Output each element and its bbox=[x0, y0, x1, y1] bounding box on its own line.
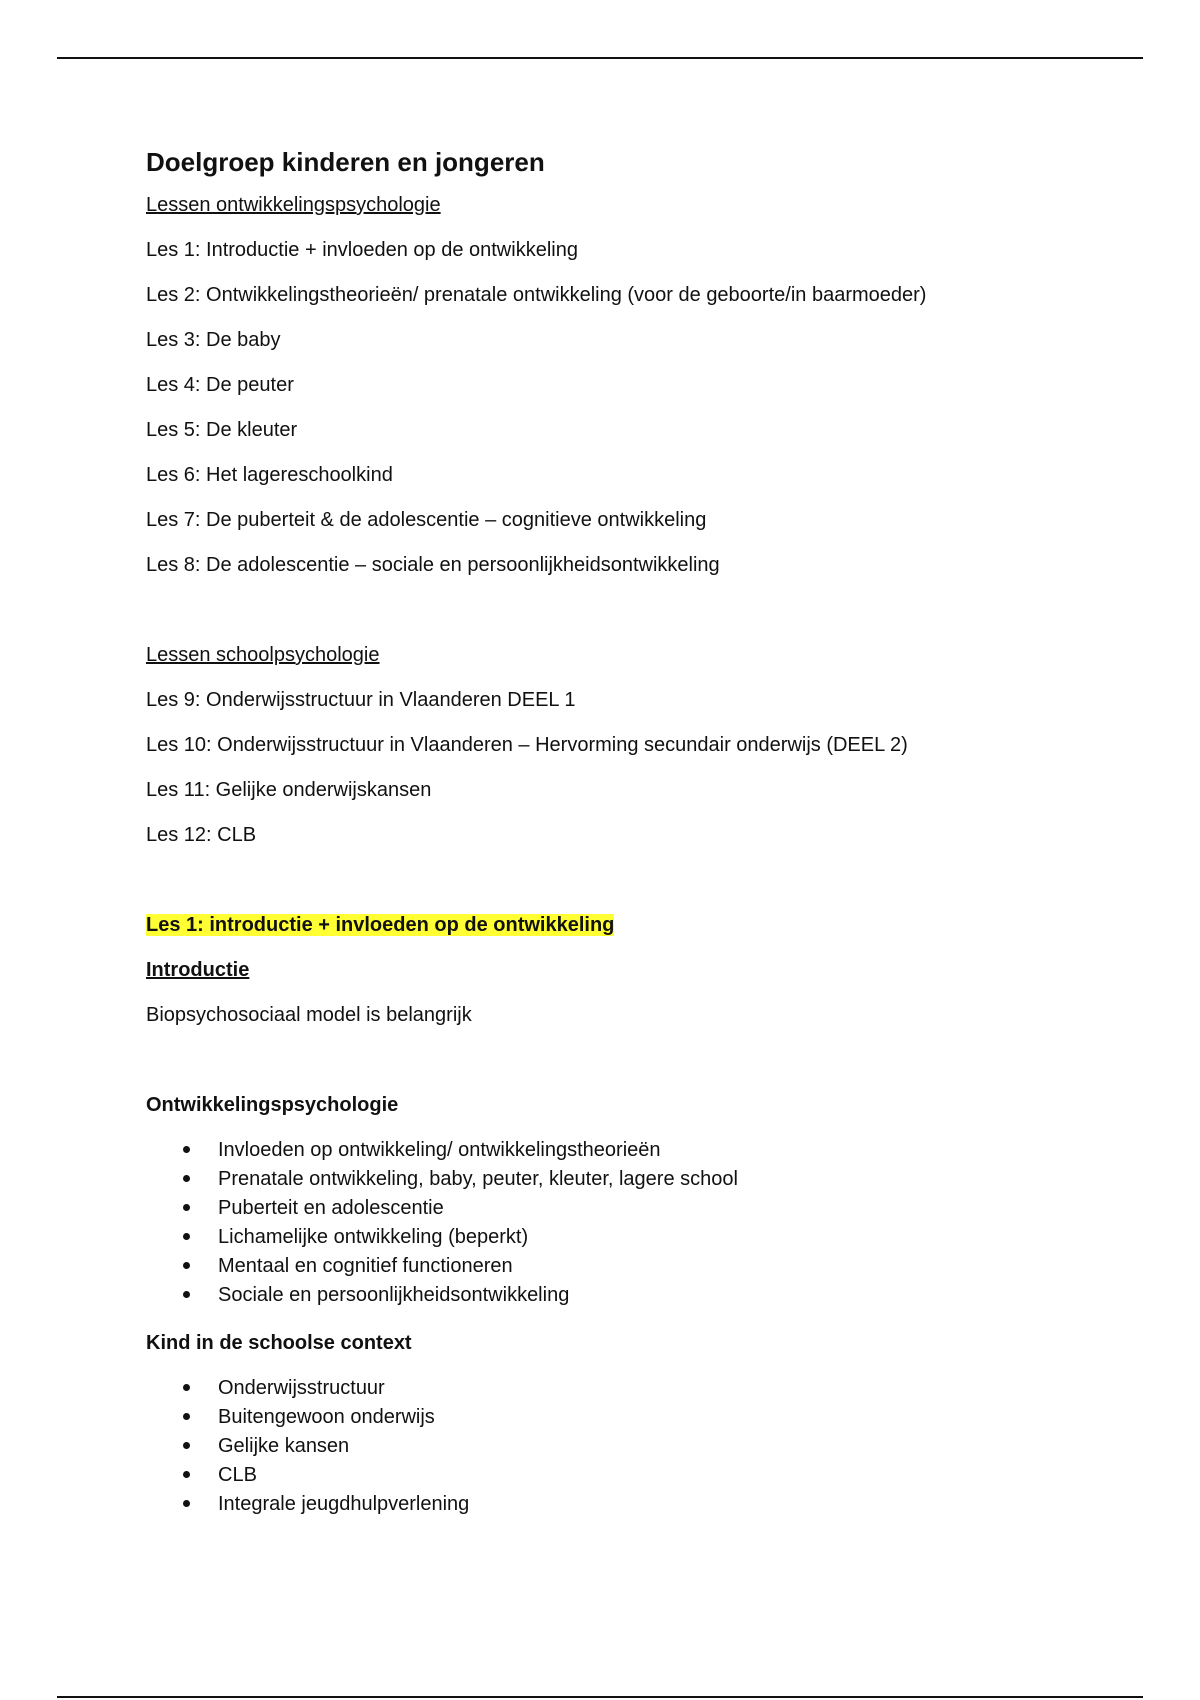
bullet-icon bbox=[183, 1204, 190, 1211]
list-item bbox=[146, 1462, 1106, 1491]
lesson-line: Les 5: De kleuter bbox=[146, 419, 298, 441]
bullet-icon bbox=[183, 1384, 190, 1391]
lesson-line: Les 9: Onderwijsstructuur in Vlaanderen DEEL 1 bbox=[146, 689, 576, 711]
list-item bbox=[146, 1253, 1106, 1282]
lesson-line: Les 3: De baby bbox=[146, 329, 281, 351]
header-rule bbox=[57, 57, 1143, 59]
ontwikkelingspsychologie-heading: Ontwikkelingspsychologie bbox=[146, 1094, 399, 1116]
list-item bbox=[146, 1282, 1106, 1311]
list-item bbox=[146, 1224, 1106, 1253]
lesson-line: Les 11: Gelijke onderwijskansen bbox=[146, 779, 432, 801]
list-item bbox=[146, 1375, 1106, 1404]
list-item-text: Integrale jeugdhulpverlening bbox=[218, 1493, 470, 1515]
list-item-text: Lichamelijke ontwikkeling (beperkt) bbox=[218, 1226, 529, 1248]
introductie-heading: Introductie bbox=[146, 959, 250, 981]
lesson-line: Les 4: De peuter bbox=[146, 374, 294, 396]
list-item-text: Buitengewoon onderwijs bbox=[218, 1406, 435, 1428]
lesson-line: Les 6: Het lagereschoolkind bbox=[146, 464, 393, 486]
schoolse-context-list bbox=[146, 1375, 1106, 1520]
lesson-line: Les 7: De puberteit & de adolescentie – cognitieve ontwikkeling bbox=[146, 509, 707, 531]
blank-line bbox=[146, 867, 1106, 912]
blank-line bbox=[146, 1047, 1106, 1092]
list-item-text: Invloeden op ontwikkeling/ ontwikkelingstheorieën bbox=[218, 1139, 661, 1161]
schoolse-context-heading: Kind in de schoolse context bbox=[146, 1332, 412, 1354]
list-item-text: Prenatale ontwikkeling, baby, peuter, kleuter, lagere school bbox=[218, 1168, 738, 1190]
lesson-line: Les 2: Ontwikkelingstheorieën/ prenatale ontwikkeling (voor de geboorte/in baarmoeder) bbox=[146, 284, 927, 306]
section-heading-schoolpsychologie: Lessen schoolpsychologie bbox=[146, 644, 380, 666]
list-item bbox=[146, 1166, 1106, 1195]
list-item bbox=[146, 1137, 1106, 1166]
ontwikkelingspsychologie-list bbox=[146, 1137, 1106, 1311]
section-heading-ontwikkelingspsychologie: Lessen ontwikkelingspsychologie bbox=[146, 194, 441, 216]
list-item-text: Onderwijsstructuur bbox=[218, 1377, 385, 1399]
bullet-icon bbox=[183, 1442, 190, 1449]
list-item-text: Mentaal en cognitief functioneren bbox=[218, 1255, 513, 1277]
list-item-text: CLB bbox=[218, 1464, 257, 1486]
list-item-text: Puberteit en adolescentie bbox=[218, 1197, 444, 1219]
bullet-icon bbox=[183, 1471, 190, 1478]
bullet-icon bbox=[183, 1291, 190, 1298]
blank-line bbox=[146, 597, 1106, 642]
bullet-icon bbox=[183, 1233, 190, 1240]
list-item bbox=[146, 1195, 1106, 1224]
document-page bbox=[146, 146, 1106, 1539]
lesson-line: Les 8: De adolescentie – sociale en persoonlijkheidsontwikkeling bbox=[146, 554, 720, 576]
bullet-icon bbox=[183, 1413, 190, 1420]
les1-heading bbox=[146, 912, 1106, 938]
lesson-line: Les 1: Introductie + invloeden op de ontwikkeling bbox=[146, 239, 578, 261]
bullet-icon bbox=[183, 1500, 190, 1507]
list-item bbox=[146, 1491, 1106, 1520]
list-item bbox=[146, 1433, 1106, 1462]
list-item-text: Gelijke kansen bbox=[218, 1435, 350, 1457]
list-item-text: Sociale en persoonlijkheidsontwikkeling bbox=[218, 1284, 570, 1306]
highlighted-text: Les 1: introductie + invloeden op de ontwikkeling bbox=[146, 914, 615, 936]
bullet-icon bbox=[183, 1175, 190, 1182]
footer-rule bbox=[57, 1696, 1143, 1698]
introductie-text: Biopsychosociaal model is belangrijk bbox=[146, 1004, 472, 1026]
list-item bbox=[146, 1404, 1106, 1433]
bullet-icon bbox=[183, 1262, 190, 1269]
lesson-line: Les 12: CLB bbox=[146, 824, 257, 846]
lesson-line: Les 10: Onderwijsstructuur in Vlaanderen – Hervorming secundair onderwijs (DEEL 2) bbox=[146, 734, 908, 756]
document-title: Doelgroep kinderen en jongeren bbox=[146, 147, 545, 177]
bullet-icon bbox=[183, 1146, 190, 1153]
